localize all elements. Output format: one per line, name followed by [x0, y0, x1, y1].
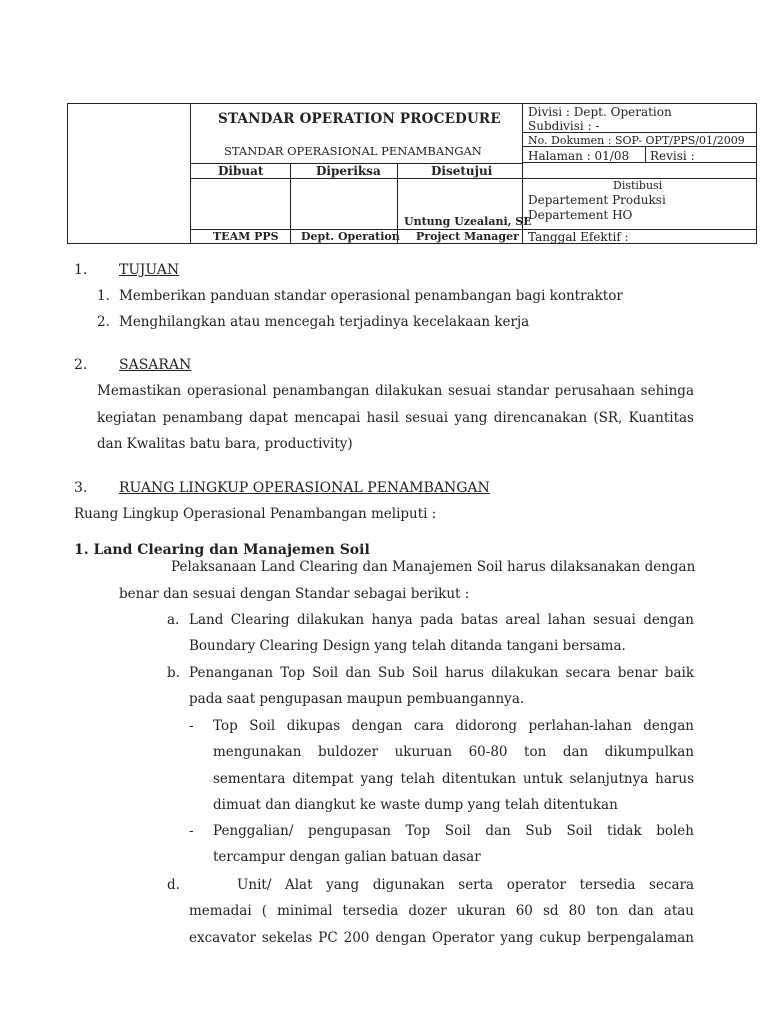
sop-subtitle: STANDAR OPERASIONAL PENAMBANGAN [224, 144, 482, 158]
no-dokumen-field: No. Dokumen : SOP- OPT/PPS/01/2009 [528, 134, 745, 147]
item-d-line-1: Unit/ Alat yang digunakan serta operator tersedia secara [237, 877, 694, 893]
item-d-line-3: excavator sekelas PC 200 dengan Operator yang cukup berpengalaman [189, 930, 694, 946]
section-3-title: RUANG LINGKUP OPERASIONAL PENAMBANGAN [119, 480, 490, 496]
tujuan-item-1-number: 1. [97, 288, 110, 304]
tujuan-item-2: Menghilangkan atau mencegah terjadinya kecelakaan kerja [119, 314, 530, 330]
tanggal-efektif: Tanggal Efektif : [528, 230, 629, 244]
team-pps: TEAM PPS [213, 230, 279, 243]
dept-operation: Dept. Operation [301, 230, 400, 243]
dash-2-line-2: tercampur dengan galian batuan dasar [213, 849, 481, 865]
tujuan-item-1: Memberikan panduan standar operasional penambangan bagi kontraktor [119, 288, 623, 304]
section-2-number: 2. [74, 357, 88, 373]
subdivisi-field: Subdivisi : - [528, 119, 600, 133]
halaman-field: Halaman : 01/08 [528, 149, 630, 163]
section-1-title: TUJUAN [119, 262, 180, 278]
land-clearing-para-line-1: Pelaksanaan Land Clearing dan Manajemen Soil harus dilaksanakan dengan [171, 559, 696, 575]
item-b-label: b. [167, 665, 180, 681]
section-2-title: SASARAN [119, 357, 192, 373]
item-a-line-2: Boundary Clearing Design yang telah ditanda tangani bersama. [189, 638, 626, 654]
revisi-field: Revisi : [650, 149, 695, 163]
dash-2-label: - [189, 823, 194, 839]
project-manager: Project Manager [416, 230, 519, 243]
signer-name: Untung Uzealani, SE [404, 215, 532, 228]
divisi-field: Divisi : Dept. Operation [528, 105, 672, 119]
sop-title: STANDAR OPERATION PROCEDURE [218, 111, 501, 127]
document-header-table [67, 103, 757, 244]
diperiksa-label: Diperiksa [316, 164, 381, 178]
distribusi-label: Distibusi [613, 179, 663, 192]
tujuan-item-2-number: 2. [97, 314, 110, 330]
section-3-number: 3. [74, 480, 88, 496]
item-a-label: a. [167, 612, 180, 628]
disetujui-label: Disetujui [431, 164, 493, 178]
ruang-lingkup-intro: Ruang Lingkup Operasional Penambangan meliputi : [74, 506, 437, 522]
item-b-line-1: Penanganan Top Soil dan Sub Soil harus dilakukan secara benar baik [189, 665, 694, 681]
land-clearing-para-line-2: benar dan sesuai dengan Standar sebagai berikut : [119, 586, 470, 602]
dash-2-line-1: Penggalian/ pengupasan Top Soil dan Sub Soil tidak boleh [213, 823, 694, 839]
section-1-number: 1. [74, 262, 88, 278]
item-b-line-2: pada saat pengupasan maupun pembuangannya. [189, 691, 525, 707]
dash-1-label: - [189, 718, 194, 734]
subsection-land-clearing-title: 1. Land Clearing dan Manajemen Soil [74, 542, 370, 558]
item-d-label: d. [167, 877, 180, 893]
distribusi-ho: Departement HO [528, 208, 633, 222]
dibuat-label: Dibuat [218, 164, 264, 178]
item-d-line-2: memadai ( minimal tersedia dozer ukuran 60 sd 80 ton dan atau [189, 903, 694, 919]
sasaran-line-1: Memastikan operasional penambangan dilakukan sesuai standar perusahaan sehinga [97, 383, 694, 399]
dash-1-line-4: dimuat dan diangkut ke waste dump yang telah ditentukan [213, 797, 618, 813]
sasaran-line-3: dan Kwalitas batu bara, productivity) [97, 436, 353, 452]
dash-1-line-3: sementara ditempat yang telah ditentukan untuk selanjutnya harus [213, 771, 694, 787]
sasaran-line-2: kegiatan penambang dapat mencapai hasil sesuai yang direncanakan (SR, Kuantitas [97, 410, 694, 426]
distribusi-produksi: Departement Produksi [528, 193, 666, 207]
dash-1-line-1: Top Soil dikupas dengan cara didorong perlahan-lahan dengan [213, 718, 694, 734]
item-a-line-1: Land Clearing dilakukan hanya pada batas areal lahan sesuai dengan [189, 612, 694, 628]
dash-1-line-2: mengunakan buldozer ukuruan 60-80 ton dan dikumpulkan [213, 744, 694, 760]
